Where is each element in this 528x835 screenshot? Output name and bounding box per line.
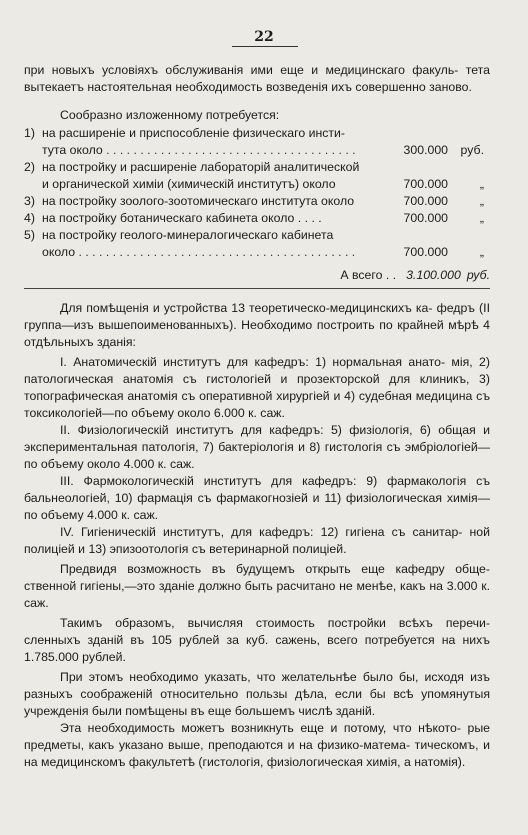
item-currency: „ [479,245,484,259]
item-amount: 700.000 [403,245,448,259]
intro-paragraph [24,62,490,96]
cost-item [24,125,490,142]
requirement-heading: Сообразно изложенному потребуется: [60,108,280,122]
item-currency: „ [479,177,484,191]
body-paragraph: I. Анатомическій институтъ для кафедръ: 1) нормальная анато- мія, 2) патологическая анатомія съ гистологіей и прозекторской для клиникъ, 3) топографическая анатомія съ оперативной хирургіей и 4) судебная медицина съ токсикологіей—по объему около 6.000 к. саж. [24,355,490,420]
page-number: 22 [254,29,274,45]
total-currency: руб. [466,268,490,282]
cost-list [24,125,490,261]
item-amount: 700.000 [403,194,448,208]
cost-item [24,193,490,210]
item-amount: 700.000 [403,211,448,225]
item-text-cont: и органической химіи (химическій институтъ) около [42,177,336,191]
item-currency: „ [479,194,484,208]
body-paragraph: Для помѣщенія и устройства 13 теоретическо-медицинскихъ ка- федръ (II группа—изъ вышепоименованныхъ). Необходимо построить по крайней мѣрѣ 4 отдѣльныхъ зданія: [24,301,490,349]
cost-item-cont [24,176,490,193]
body-paragraph: III. Фармокологическій институтъ для кафедръ: 9) фармакологія съ бальнеологіей, 10) фармація съ фармакогнозіей и 11) физіологическая химія—по объему 4.000 к. саж. [24,474,490,522]
item-number: 4) [24,211,35,225]
body-paragraph: IV. Гигіеническій институтъ, для кафедръ: 12) гигіена съ санитар- ной полиціей и 13) эпизоотологія съ ветеринарной полиціей. [24,525,490,556]
item-number: 2) [24,160,35,174]
intro-line: тета вытекаетъ настоятельная необходимость возведенія ихъ совершенно [24,63,490,94]
body-paragraph: Такимъ образомъ, вычисляя стоимость постройки всѣхъ перечи- сленныхъ зданій въ 105 рублей за куб. сажень, всего потребуется на нихъ 1.785.000 рублей. [24,616,490,664]
item-text-cont: около [42,245,76,259]
cost-item [24,159,490,176]
item-number: 1) [24,126,35,140]
intro-line: заново. [429,80,472,94]
total-label: А всего . . [340,268,397,282]
cost-item-cont: тута около . . . . . . . . . . . . . . . . . . . . . . . . . . . . . . . . . . . . . 300.000 руб. [24,142,490,159]
cost-item-cont: около . . . . . . . . . . . . . . . . . . . . . . . . . . . . . . . . . . . . . . . . . 700.000 „ [24,244,490,261]
item-text: на постройку ботаническаго кабинета около . . . . [42,211,322,225]
body-paragraph: II. Физіологическій институтъ для кафедръ: 5) физіологія, 6) общая и экспериментальная патологія, 7) бактеріологія и 8) гистологія съ эмбріологіей—по объему около 4.000 к. саж. [24,423,490,471]
item-text: на расширеніе и приспособленіе физическаго инсти- [42,126,346,140]
cost-item [24,227,490,244]
item-text-cont: тута около [42,143,103,157]
item-amount: 300.000 [403,143,448,157]
body-paragraph: Предвидя возможность въ будущемъ открыть еще кафедру обще- ственной гигіены,—это зданіе должно быть расчитано не менѣе, какъ на 3.000 к. саж. [24,562,490,610]
intro-line: при новыхъ условіяхъ обслуживанія ими еще и медицинскаго факуль- [24,63,459,77]
item-currency: „ [479,211,484,225]
header-rule [232,46,298,47]
item-text: на постройку и расширеніе лабораторій аналитической [42,160,360,174]
item-number: 5) [24,228,35,242]
item-amount: 700.000 [403,177,448,191]
item-text: на постройку зоолого-зоотомическаго института около [42,194,355,208]
page-body [24,62,490,771]
total-value: 3.100.000 [406,268,461,282]
item-number: 3) [24,194,35,208]
item-text: на постройку геолого-минералогическаго кабинета [42,228,334,242]
body-paragraph: Эта необходимость можетъ возникнуть еще и потому, что нѣкото- рые предметы, какъ указано выше, преподаются и на физико-матема- тическомъ, и на медицинскомъ факультетѣ (гистологія, физіологическая химія, а натомія). [24,721,490,769]
body-paragraph: При этомъ необходимо указать, что желательнѣе было бы, исходя изъ разныхъ соображеній относительно пользы дѣла, если бы всѣ упомянутыя учрежденія были помѣщены въ еще большемъ числѣ зданій. [24,670,490,718]
cost-item [24,210,490,227]
total-row [24,267,490,289]
item-currency: руб. [460,143,484,157]
